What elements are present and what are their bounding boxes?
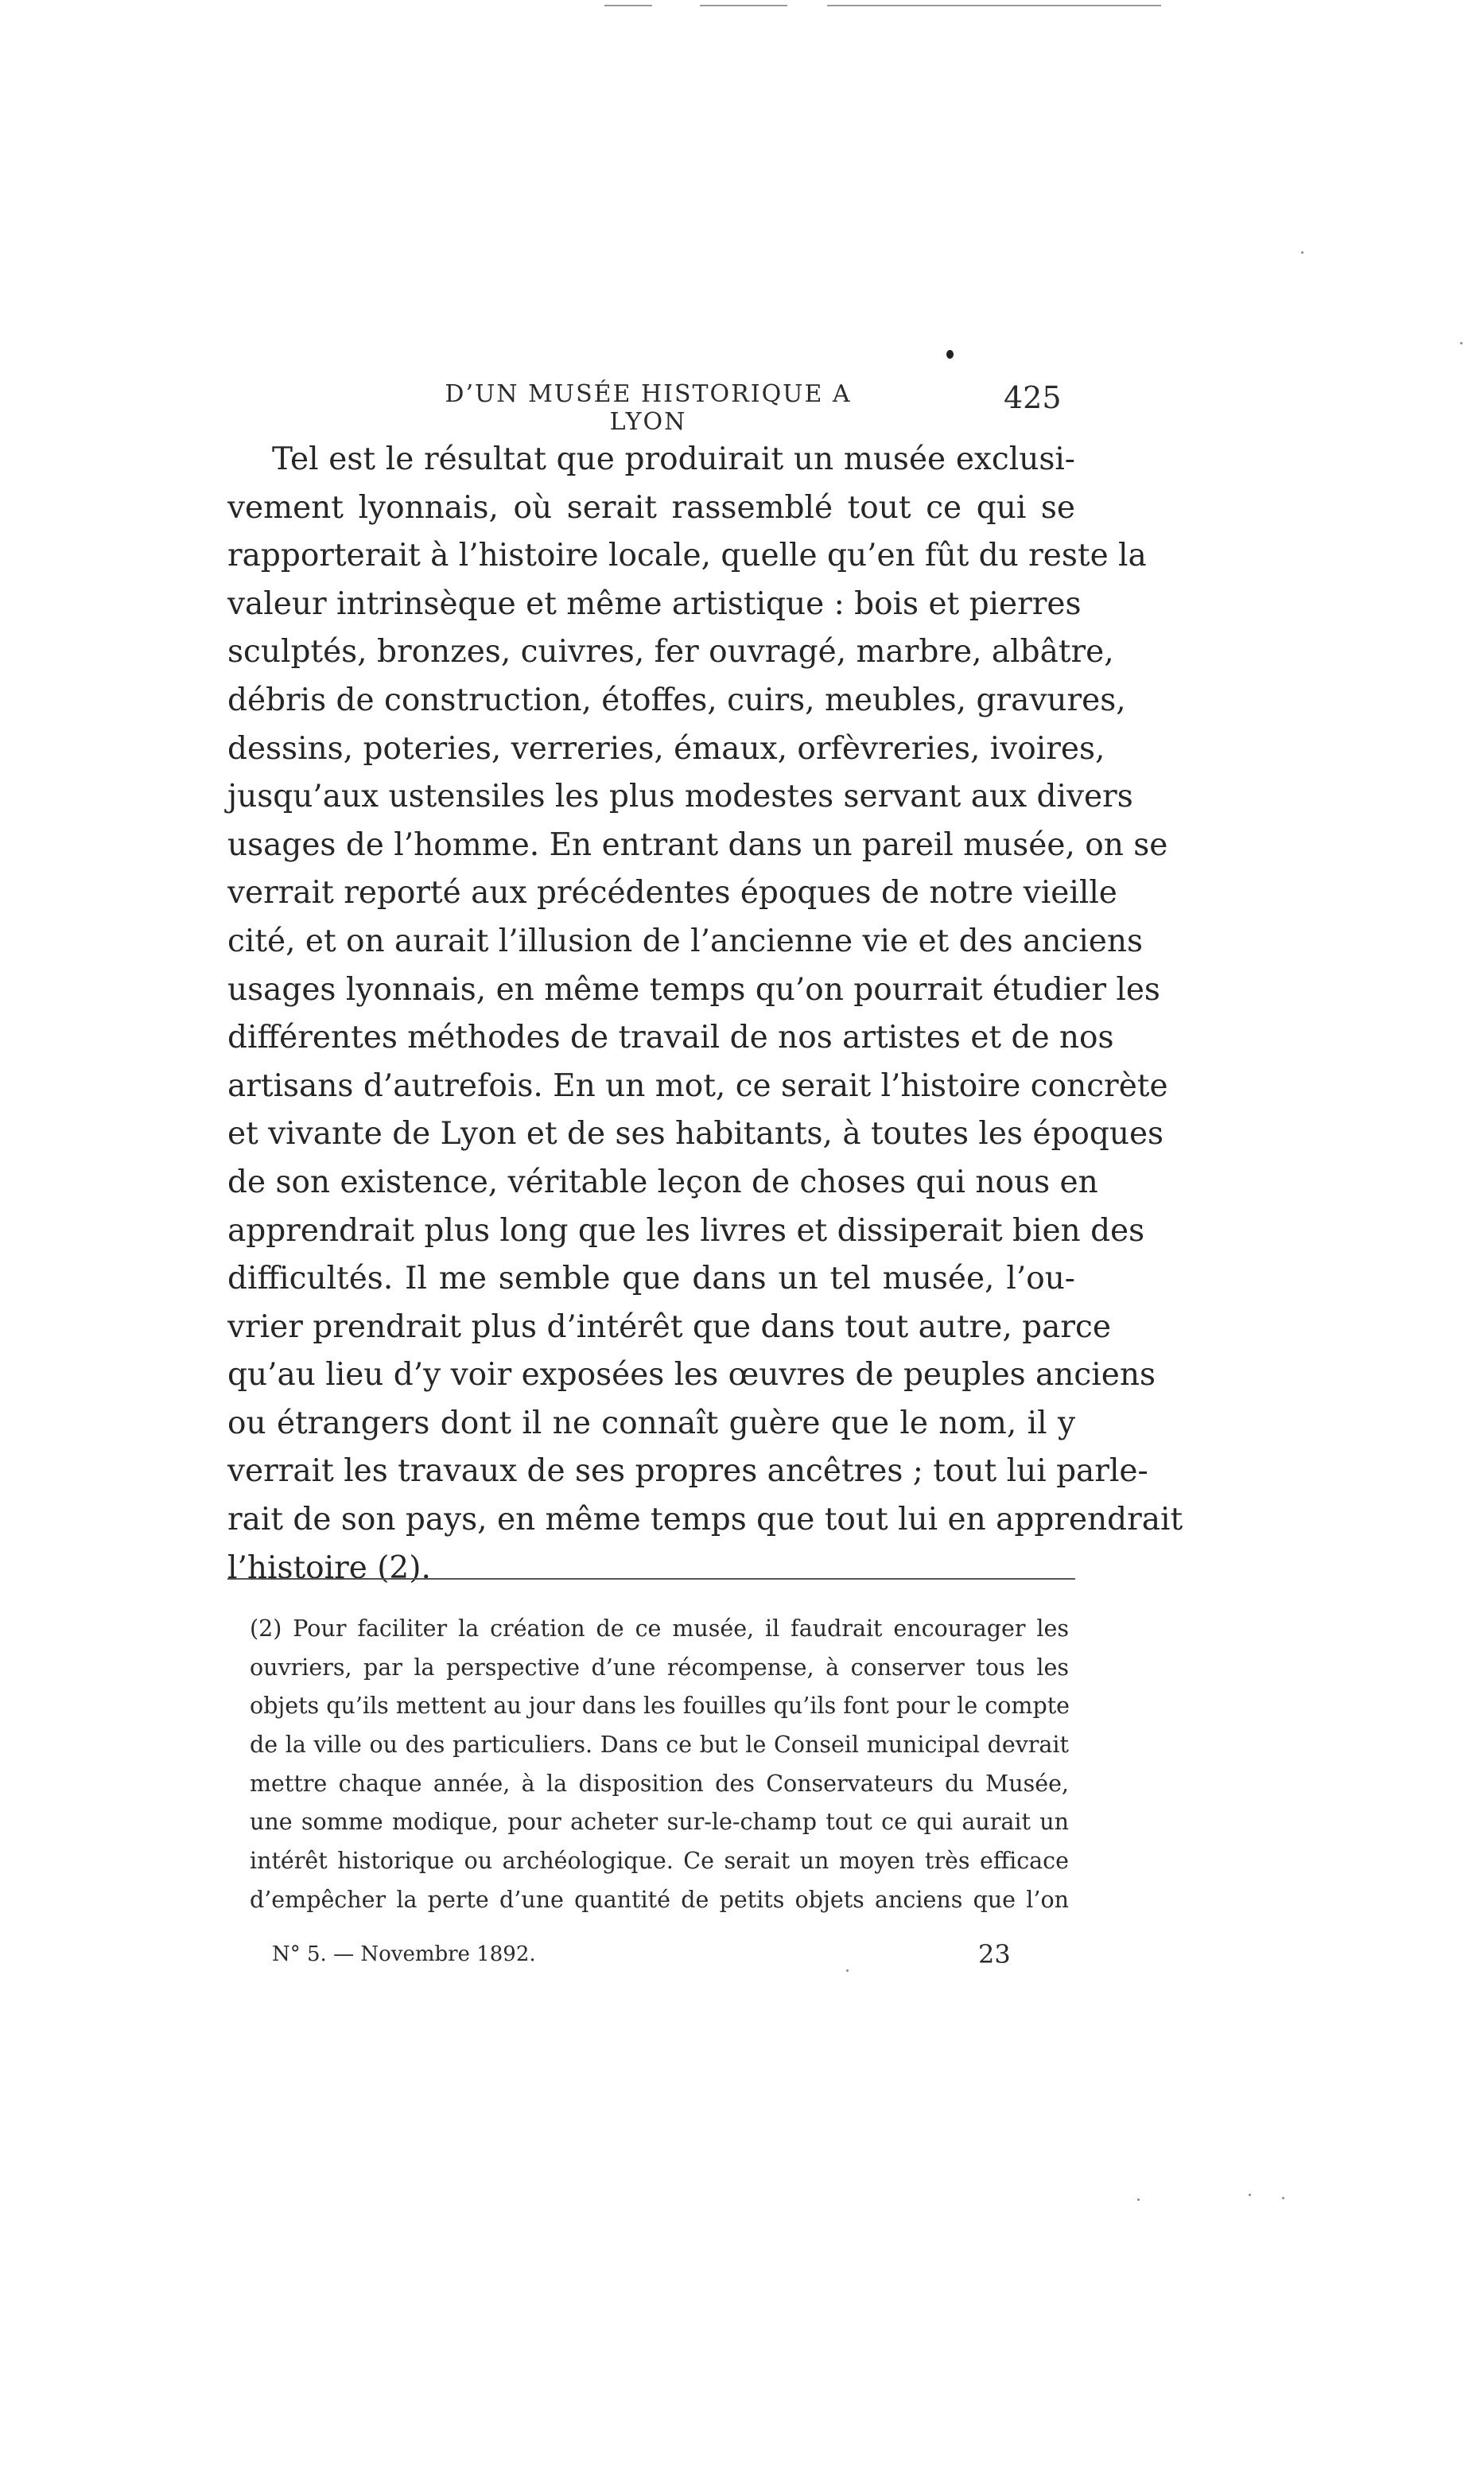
- text-line: de son existence, véritable leçon de choses qui nous en: [227, 1164, 1098, 1200]
- text-line: difficultés. Il me semble que dans un tel musée, l’ou-: [227, 1261, 1075, 1297]
- text-line: qu’au lieu d’y voir exposées les œuvres de peuples anciens: [227, 1357, 1156, 1394]
- body-paragraph: [227, 436, 1183, 1592]
- text-line: vrier prendrait plus d’intérêt que dans tout autre, parce: [227, 1308, 1111, 1345]
- scan-speck: [846, 1969, 849, 1972]
- text-line: et vivante de Lyon et de ses habitants, à toutes les époques: [227, 1116, 1164, 1153]
- text-line: l’histoire (2).: [227, 1549, 431, 1586]
- scan-speck: [1460, 342, 1463, 344]
- text-line: artisans d’autrefois. En un mot, ce serait l’histoire concrète: [227, 1067, 1168, 1104]
- running-head: D’UN MUSÉE HISTORIQUE A LYON: [445, 380, 852, 436]
- text-line: jusqu’aux ustensiles les plus modestes servant aux divers: [227, 779, 1133, 815]
- footnote-line: une somme modique, pour acheter sur-le-champ tout ce qui aurait un: [250, 1809, 1069, 1836]
- footnote-line: intérêt historique ou archéologique. Ce serait un moyen très efficace: [250, 1848, 1069, 1875]
- footnote-line: (2) Pour faciliter la création de ce musée, il faudrait encourager les: [250, 1615, 1069, 1642]
- signature-number: 23: [978, 1939, 1011, 1969]
- scan-speck: [1249, 2194, 1251, 2196]
- text-line: dessins, poteries, verreries, émaux, orfèvreries, ivoires,: [227, 730, 1105, 767]
- text-line: rait de son pays, en même temps que tout lui en apprendrait: [227, 1502, 1183, 1538]
- scan-speck: [1301, 251, 1303, 254]
- footnote: [250, 1610, 1069, 1920]
- text-line: apprendrait plus long que les livres et dissiperait bien des: [227, 1212, 1145, 1249]
- text-line: cité, et on aurait l’illusion de l’ancienne vie et des anciens: [227, 923, 1143, 959]
- text-line: différentes méthodes de travail de nos artistes et de nos: [227, 1020, 1114, 1056]
- scan-mark: [700, 5, 787, 6]
- text-line: sculptés, bronzes, cuivres, fer ouvragé, marbre, albâtre,: [227, 634, 1114, 671]
- text-line: vement lyonnais, où serait rassemblé tout ce qui se: [227, 489, 1075, 526]
- footnote-line: ouvriers, par la perspective d’une récompense, à conserver tous les: [250, 1654, 1069, 1681]
- text-line: Tel est le résultat que produirait un musée exclusi-: [272, 441, 1075, 477]
- text-line: rapporterait à l’histoire locale, quelle qu’en fût du reste la: [227, 538, 1147, 574]
- text-line: valeur intrinsèque et même artistique : bois et pierres: [227, 585, 1082, 622]
- text-line: usages de l’homme. En entrant dans un pareil musée, on se: [227, 826, 1168, 863]
- scan-speck: [1282, 2197, 1284, 2199]
- footnote-divider: [227, 1578, 1075, 1580]
- page-number: 425: [1004, 380, 1062, 415]
- text-line: verrait reporté aux précédentes époques de notre vieille: [227, 875, 1117, 912]
- text-line: débris de construction, étoffes, cuirs, meubles, gravures,: [227, 682, 1126, 718]
- scan-mark: [604, 5, 652, 6]
- text-line: ou étrangers dont il ne connaît guère que le nom, il y: [227, 1405, 1075, 1441]
- ink-dot: [946, 350, 954, 359]
- issue-line: N° 5. — Novembre 1892.: [272, 1942, 536, 1966]
- scan-speck: [1137, 2198, 1140, 2201]
- scan-mark: [827, 5, 1161, 6]
- footnote-line: d’empêcher la perte d’une quantité de petits objets anciens que l’on: [250, 1886, 1069, 1913]
- text-line: verrait les travaux de ses propres ancêtres ; tout lui parle-: [227, 1453, 1148, 1490]
- footnote-line: mettre chaque année, à la disposition des Conservateurs du Musée,: [250, 1770, 1069, 1797]
- footnote-line: de la ville ou des particuliers. Dans ce but le Conseil municipal devrait: [250, 1732, 1069, 1759]
- footnote-line: objets qu’ils mettent au jour dans les fouilles qu’ils font pour le compte: [250, 1693, 1070, 1720]
- text-line: usages lyonnais, en même temps qu’on pourrait étudier les: [227, 971, 1160, 1008]
